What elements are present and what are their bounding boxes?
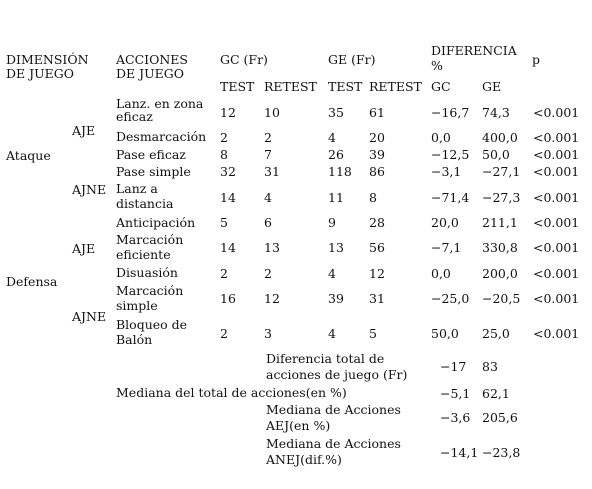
- cell-ge-test: 4: [328, 130, 336, 145]
- cell-dif-gc: 20,0: [431, 215, 459, 230]
- summary-label: Mediana de Acciones: [266, 402, 401, 417]
- summary-label: Diferencia total de: [266, 351, 385, 366]
- cell-p: <0.001: [533, 164, 580, 179]
- cell-ge-retest: 8: [369, 190, 377, 205]
- cell-p: <0.001: [533, 215, 580, 230]
- summary-label: AEJ(en %): [266, 418, 331, 433]
- cell-gc-test: 12: [220, 105, 236, 120]
- cell-gc-retest: 7: [264, 147, 272, 162]
- row-action: Lanz a: [116, 181, 158, 196]
- cell-ge-retest: 39: [369, 147, 385, 162]
- cell-dif-gc: 0,0: [431, 130, 451, 145]
- cell-dif-ge: 25,0: [482, 326, 510, 341]
- cell-ge-test: 26: [328, 147, 344, 162]
- row-action: Pase eficaz: [116, 147, 186, 162]
- header-difference-line2: %: [431, 58, 443, 73]
- cell-dif-gc: 0,0: [431, 266, 451, 281]
- summary-gc: −3,6: [440, 410, 471, 425]
- cell-ge-test: 9: [328, 215, 336, 230]
- cell-gc-test: 8: [220, 147, 228, 162]
- group-aje-attack: AJE: [72, 123, 96, 138]
- cell-ge-retest: 86: [369, 164, 385, 179]
- row-action: Balón: [116, 332, 153, 347]
- cell-gc-retest: 2: [264, 266, 272, 281]
- cell-gc-test: 2: [220, 326, 228, 341]
- header-p: p: [532, 52, 541, 67]
- cell-ge-test: 118: [328, 164, 352, 179]
- cell-gc-retest: 12: [264, 291, 280, 306]
- cell-p: <0.001: [533, 291, 580, 306]
- cell-dif-gc: −71,4: [431, 190, 470, 205]
- summary-ge: −23,8: [482, 445, 521, 460]
- row-action: Disuasión: [116, 265, 178, 280]
- row-action: Desmarcación: [116, 129, 207, 144]
- cell-dif-ge: −27,1: [482, 164, 521, 179]
- cell-ge-test: 4: [328, 266, 336, 281]
- cell-gc-retest: 4: [264, 190, 272, 205]
- cell-dif-ge: 200,0: [482, 266, 518, 281]
- cell-gc-retest: 31: [264, 164, 280, 179]
- cell-ge-retest: 28: [369, 215, 385, 230]
- cell-ge-retest: 20: [369, 130, 385, 145]
- summary-ge: 83: [482, 359, 498, 374]
- header-gc: GC (Fr): [220, 52, 268, 67]
- row-action: Marcación: [116, 283, 184, 298]
- cell-gc-retest: 3: [264, 326, 272, 341]
- group-ajne-defense: AJNE: [72, 309, 107, 324]
- cell-ge-retest: 5: [369, 326, 377, 341]
- cell-dif-gc: −16,7: [431, 105, 470, 120]
- cell-gc-test: 16: [220, 291, 236, 306]
- cell-p: <0.001: [533, 147, 580, 162]
- cell-gc-test: 32: [220, 164, 236, 179]
- cell-ge-retest: 61: [369, 105, 385, 120]
- cell-ge-retest: 12: [369, 266, 385, 281]
- subheader-dif-ge: GE: [482, 79, 502, 94]
- cell-ge-test: 13: [328, 240, 344, 255]
- summary-label: Mediana del total de acciones(en %): [116, 385, 347, 400]
- cell-dif-ge: −20,5: [482, 291, 521, 306]
- header-ge: GE (Fr): [328, 52, 376, 67]
- cell-p: <0.001: [533, 266, 580, 281]
- summary-ge: 62,1: [482, 386, 510, 401]
- cell-p: <0.001: [533, 240, 580, 255]
- header-dimension-line1: DIMENSIÓN: [6, 52, 89, 67]
- group-ajne-attack: AJNE: [72, 182, 107, 197]
- subheader-gc-test: TEST: [220, 79, 255, 94]
- subheader-ge-retest: RETEST: [369, 79, 422, 94]
- row-action: Marcación: [116, 232, 184, 247]
- summary-gc: −17: [440, 359, 467, 374]
- cell-gc-retest: 10: [264, 105, 280, 120]
- cell-gc-retest: 2: [264, 130, 272, 145]
- cell-dif-gc: −25,0: [431, 291, 470, 306]
- summary-gc: −5,1: [440, 386, 471, 401]
- summary-label: ANEJ(dif.%): [266, 452, 342, 467]
- cell-gc-test: 5: [220, 215, 228, 230]
- cell-ge-test: 35: [328, 105, 344, 120]
- row-action: Pase simple: [116, 164, 191, 179]
- cell-dif-ge: 74,3: [482, 105, 510, 120]
- row-action: eficiente: [116, 247, 171, 262]
- cell-dif-gc: −12,5: [431, 147, 470, 162]
- cell-ge-test: 11: [328, 190, 344, 205]
- header-dimension-line2: DE JUEGO: [6, 66, 75, 81]
- cell-dif-ge: 50,0: [482, 147, 510, 162]
- header-actions-line1: ACCIONES: [116, 52, 188, 67]
- row-action: distancia: [116, 196, 174, 211]
- cell-dif-ge: 211,1: [482, 215, 518, 230]
- row-action: eficaz: [116, 109, 153, 124]
- row-action: Anticipación: [116, 215, 196, 230]
- cell-gc-test: 14: [220, 240, 236, 255]
- cell-ge-retest: 31: [369, 291, 385, 306]
- dimension-attack: Ataque: [6, 148, 51, 163]
- cell-gc-test: 2: [220, 266, 228, 281]
- row-action: simple: [116, 298, 158, 313]
- cell-dif-ge: 400,0: [482, 130, 518, 145]
- summary-label: Mediana de Acciones: [266, 436, 401, 451]
- dimension-defense: Defensa: [6, 274, 58, 289]
- group-aje-defense: AJE: [72, 241, 96, 256]
- cell-ge-test: 39: [328, 291, 344, 306]
- cell-dif-ge: −27,3: [482, 190, 521, 205]
- row-action: Bloqueo de: [116, 317, 188, 332]
- header-actions-line2: DE JUEGO: [116, 66, 185, 81]
- subheader-dif-gc: GC: [431, 79, 451, 94]
- cell-dif-gc: −7,1: [431, 240, 462, 255]
- summary-ge: 205,6: [482, 410, 518, 425]
- summary-gc: −14,1: [440, 445, 479, 460]
- cell-dif-ge: 330,8: [482, 240, 518, 255]
- cell-p: <0.001: [533, 105, 580, 120]
- cell-gc-retest: 6: [264, 215, 272, 230]
- row-action: Lanz. en zona: [116, 96, 204, 111]
- cell-gc-retest: 13: [264, 240, 280, 255]
- cell-gc-test: 2: [220, 130, 228, 145]
- subheader-gc-retest: RETEST: [264, 79, 317, 94]
- cell-dif-gc: 50,0: [431, 326, 459, 341]
- summary-label: acciones de juego (Fr): [266, 367, 408, 382]
- cell-ge-test: 4: [328, 326, 336, 341]
- cell-p: <0.001: [533, 130, 580, 145]
- cell-p: <0.001: [533, 326, 580, 341]
- cell-p: <0.001: [533, 190, 580, 205]
- subheader-ge-test: TEST: [328, 79, 363, 94]
- cell-ge-retest: 56: [369, 240, 385, 255]
- cell-gc-test: 14: [220, 190, 236, 205]
- cell-dif-gc: −3,1: [431, 164, 462, 179]
- header-difference-line1: DIFERENCIA: [431, 43, 517, 58]
